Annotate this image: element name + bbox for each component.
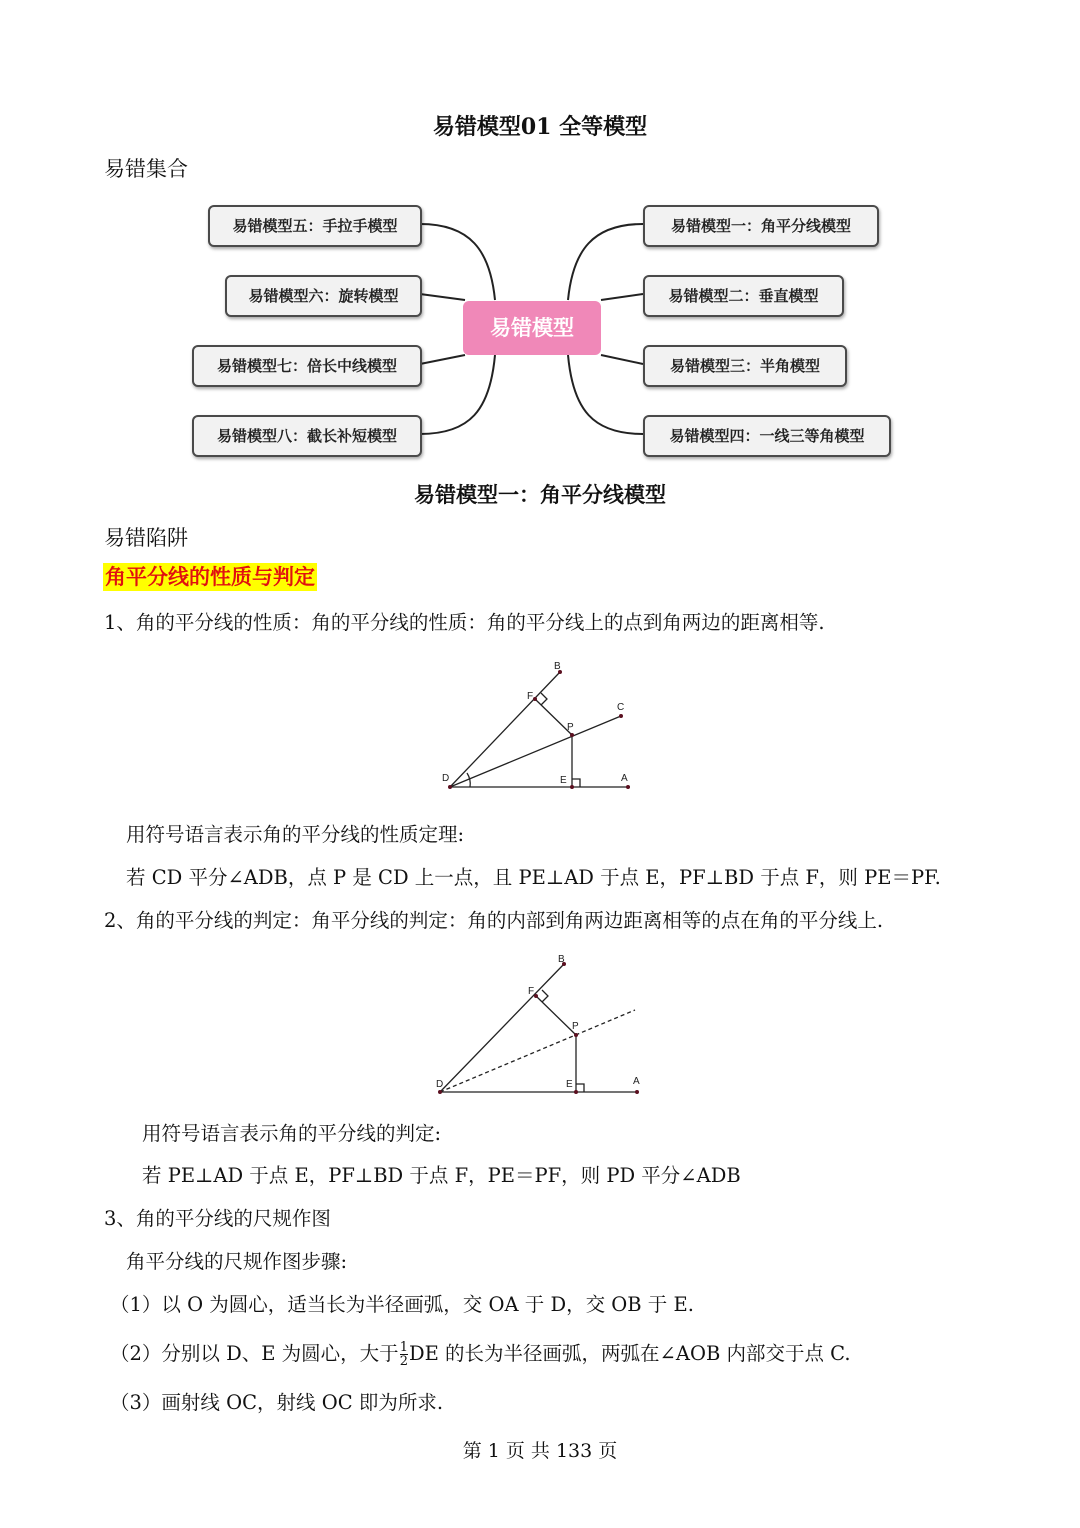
mindmap-center: 易错模型: [463, 301, 601, 355]
fig1-label-e: E: [560, 775, 567, 786]
step-3: （3）画射线 OC，射线 OC 即为所求.: [110, 1391, 444, 1414]
fig1-label-d: D: [442, 773, 450, 784]
figure-angle-bisector-property: [430, 655, 650, 800]
fig2-label-p: P: [572, 1021, 579, 1032]
mindmap-node-6: 易错模型六：旋转模型: [225, 275, 422, 317]
paragraph-2a: 用符号语言表示角的平分线的判定:: [142, 1122, 442, 1145]
paragraph-2: 2、角的平分线的判定：角平分线的判定：角的内部到角两边距离相等的点在角的平分线上.: [104, 909, 884, 932]
mindmap-node-1: 易错模型一：角平分线模型: [643, 205, 879, 247]
figure-angle-bisector-criterion: [430, 950, 650, 1100]
highlight-heading: 角平分线的性质与判定: [105, 565, 315, 589]
fig2-label-a: A: [633, 1076, 640, 1087]
paragraph-1: 1、角的平分线的性质：角的平分线的性质：角的平分线上的点到角两边的距离相等.: [104, 611, 825, 634]
fig1-label-b: B: [554, 661, 561, 672]
paragraph-2b: 若 PE⊥AD 于点 E，PF⊥BD 于点 F，PE＝PF，则 PD 平分∠ADB: [142, 1164, 741, 1187]
section-heading-collection: 易错集合: [104, 157, 188, 181]
mindmap-node-8: 易错模型八：截长补短模型: [192, 415, 422, 457]
step-2: [110, 1338, 851, 1368]
paragraph-3a: 角平分线的尺规作图步骤:: [126, 1250, 348, 1273]
step-2-text-pre: （2）分别以 D、E 为圆心，大于: [110, 1342, 399, 1365]
fig2-label-b: B: [558, 954, 565, 965]
fig2-label-d: D: [436, 1079, 444, 1090]
step-1: （1）以 O 为圆心，适当长为半径画弧，交 OA 于 D，交 OB 于 E.: [110, 1293, 694, 1316]
fraction-numerator: 1: [399, 1340, 408, 1355]
mindmap-connectors: [0, 0, 1080, 470]
mindmap-node-5: 易错模型五：手拉手模型: [208, 205, 422, 247]
paragraph-3: 3、角的平分线的尺规作图: [104, 1207, 331, 1230]
fig1-label-a: A: [621, 773, 628, 784]
mindmap-node-2: 易错模型二：垂直模型: [643, 275, 844, 317]
step-2-text-post: DE 的长为半径画弧，两弧在∠AOB 内部交于点 C.: [408, 1342, 851, 1365]
fig1-label-f: F: [527, 691, 534, 702]
section-heading-traps: 易错陷阱: [104, 526, 188, 550]
subtitle: 易错模型一：角平分线模型: [414, 482, 666, 507]
fraction-one-half: [400, 1341, 408, 1368]
fig2-label-e: E: [566, 1079, 573, 1090]
fraction-denominator: 2: [399, 1354, 408, 1369]
mindmap-node-3: 易错模型三：半角模型: [643, 345, 847, 387]
mindmap-node-7: 易错模型七：倍长中线模型: [192, 345, 422, 387]
page-title: 易错模型01 全等模型: [432, 114, 648, 140]
fig1-label-c: C: [617, 702, 625, 713]
page-footer: 第 1 页 共 133 页: [462, 1440, 618, 1462]
paragraph-1a: 用符号语言表示角的平分线的性质定理:: [126, 823, 465, 846]
fig2-label-f: F: [528, 986, 535, 997]
fig1-label-p: P: [567, 722, 574, 733]
mindmap-node-4: 易错模型四：一线三等角模型: [643, 415, 891, 457]
paragraph-1b: 若 CD 平分∠ADB，点 P 是 CD 上一点，且 PE⊥AD 于点 E，PF⊥BD 于点 F，则 PE＝PF.: [126, 866, 941, 889]
